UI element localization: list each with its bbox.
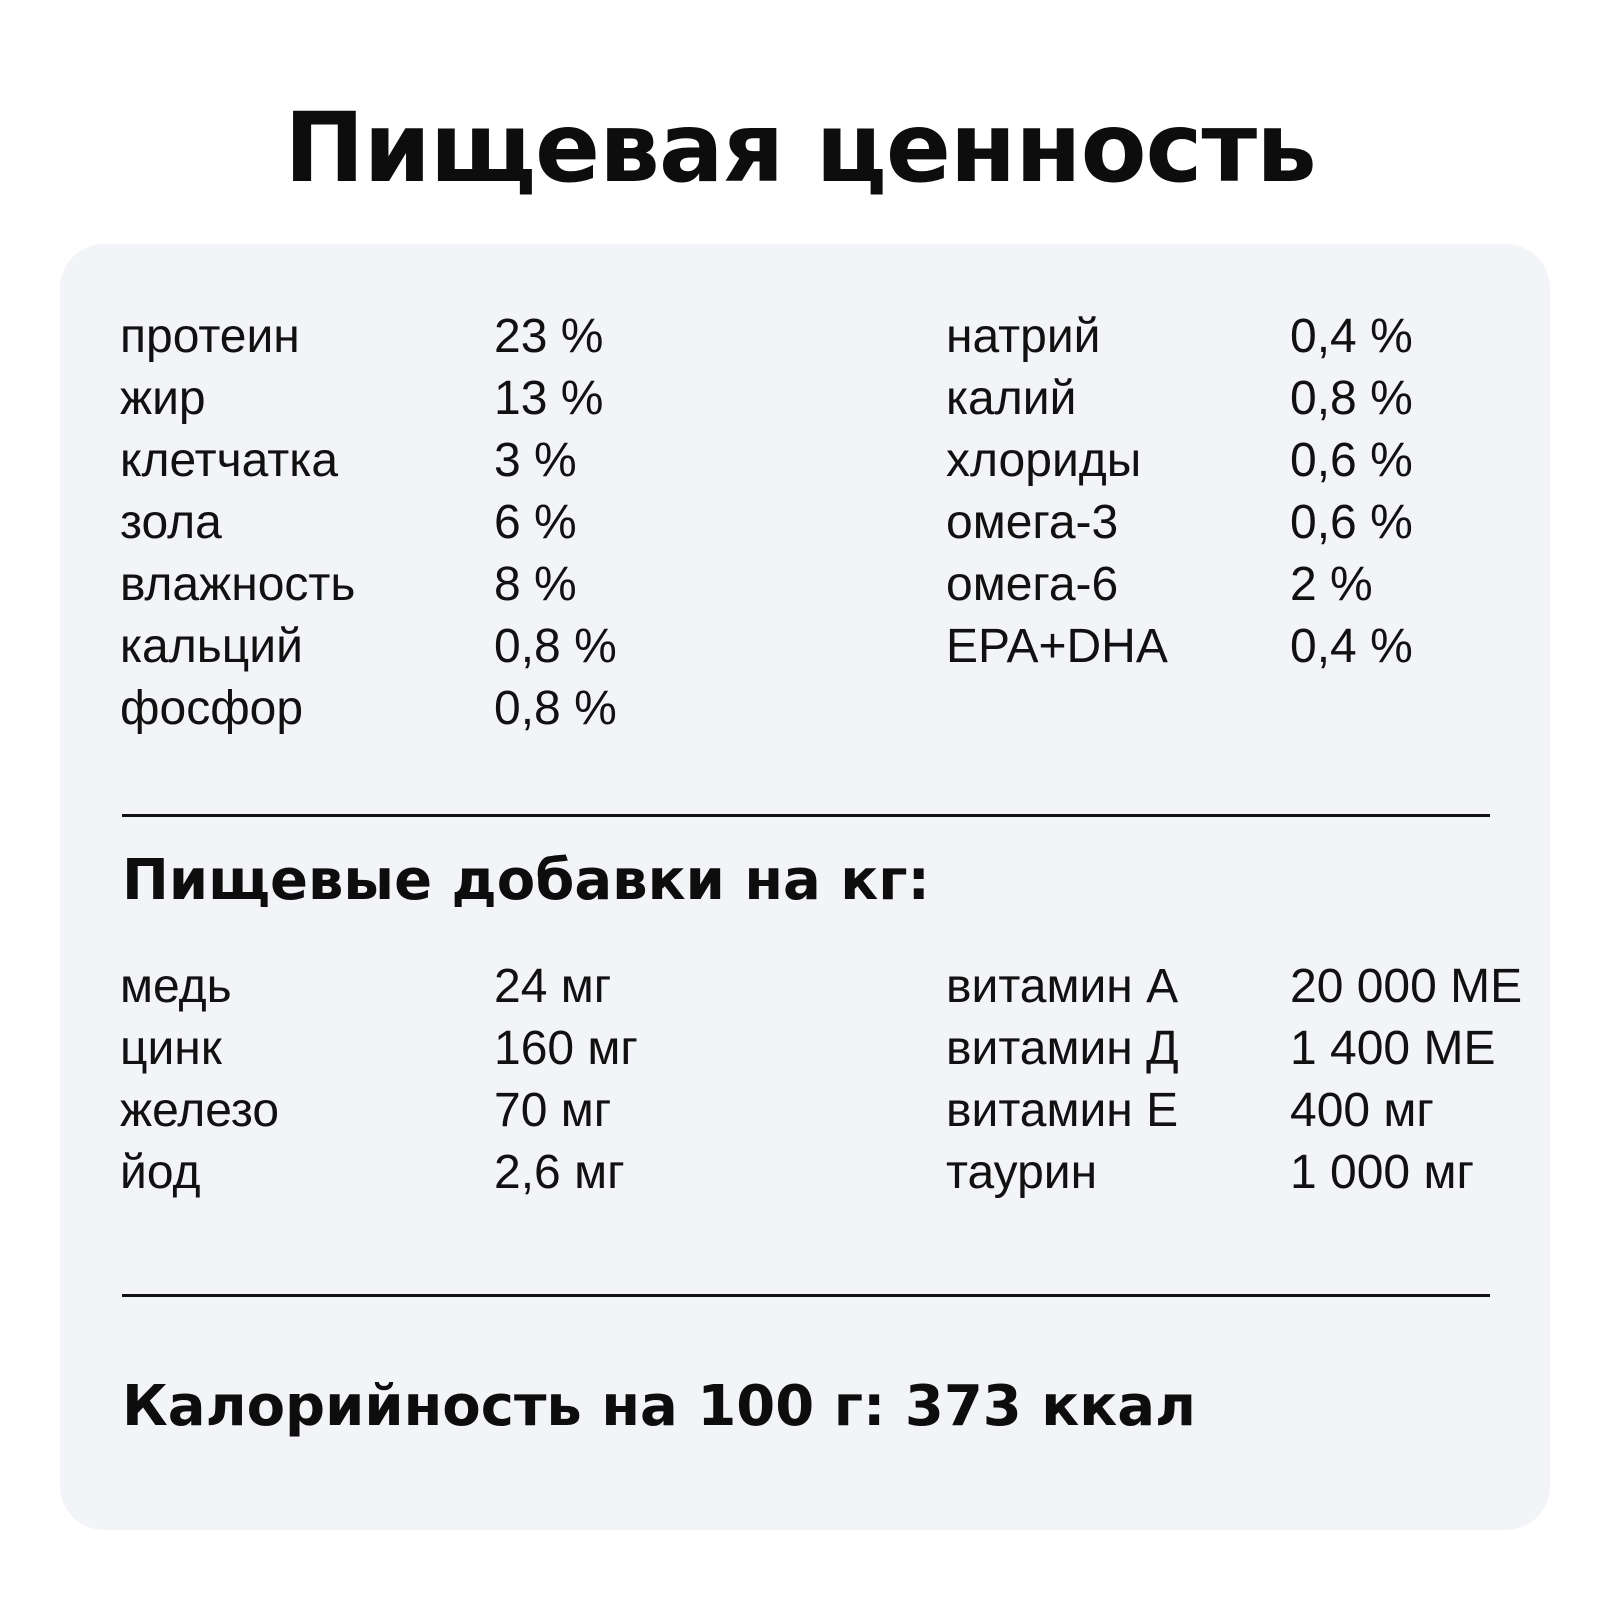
table-row bbox=[120, 306, 1520, 368]
nutrient-name: кальций bbox=[120, 620, 303, 673]
additive-name: витамин Е bbox=[946, 1084, 1179, 1137]
nutrient-value: 0,6 % bbox=[1290, 496, 1413, 549]
nutrient-name: жир bbox=[120, 372, 206, 425]
additive-value: 70 мг bbox=[494, 1084, 612, 1137]
nutrient-name: омега-3 bbox=[946, 496, 1119, 549]
table-row bbox=[120, 430, 1520, 492]
nutrient-name: зола bbox=[120, 496, 222, 549]
nutrient-name: влажность bbox=[120, 558, 356, 611]
nutrient-value: 0,4 % bbox=[1290, 310, 1413, 363]
page-title: Пищевая ценность bbox=[284, 92, 1316, 204]
nutrient-value: 2 % bbox=[1290, 558, 1373, 611]
additives-table bbox=[120, 956, 1523, 1204]
additive-value: 2,6 мг bbox=[494, 1146, 625, 1199]
additive-value: 400 мг bbox=[1290, 1084, 1434, 1137]
nutrient-value: 0,8 % bbox=[494, 620, 617, 673]
nutrient-value: 8 % bbox=[494, 558, 577, 611]
nutrient-name: хлориды bbox=[946, 434, 1142, 487]
table-row bbox=[120, 616, 1520, 678]
nutrient-name: омега-6 bbox=[946, 558, 1119, 611]
additive-name: таурин bbox=[946, 1146, 1098, 1199]
additive-value: 1 400 МЕ bbox=[1290, 1022, 1496, 1075]
nutrient-name: протеин bbox=[120, 310, 300, 363]
table-row bbox=[120, 1018, 1520, 1080]
section-divider bbox=[122, 814, 1490, 817]
table-row bbox=[120, 1142, 1520, 1204]
nutrient-value: 0,4 % bbox=[1290, 620, 1413, 673]
section-divider bbox=[122, 1294, 1490, 1297]
nutrient-value: 23 % bbox=[494, 310, 604, 363]
nutrient-value: 3 % bbox=[494, 434, 577, 487]
nutrient-name: EPA+DHA bbox=[946, 620, 1168, 673]
additive-name: йод bbox=[120, 1146, 201, 1199]
additive-name: витамин Д bbox=[946, 1022, 1179, 1075]
additive-name: медь bbox=[120, 960, 232, 1013]
additive-name: цинк bbox=[120, 1022, 222, 1075]
additive-value: 20 000 МЕ bbox=[1290, 960, 1523, 1013]
additive-name: витамин А bbox=[946, 960, 1179, 1013]
additive-value: 24 мг bbox=[494, 960, 612, 1013]
nutrient-name: фосфор bbox=[120, 682, 304, 735]
table-row bbox=[120, 554, 1520, 616]
nutrition-table bbox=[120, 306, 1520, 740]
nutrient-value: 6 % bbox=[494, 496, 577, 549]
table-row bbox=[120, 492, 1520, 554]
nutrient-value: 0,8 % bbox=[1290, 372, 1413, 425]
additive-value: 160 мг bbox=[494, 1022, 638, 1075]
table-row bbox=[120, 368, 1520, 430]
nutrient-name: натрий bbox=[946, 310, 1101, 363]
nutrient-name: калий bbox=[946, 372, 1077, 425]
nutrient-value: 13 % bbox=[494, 372, 604, 425]
additive-value: 1 000 мг bbox=[1290, 1146, 1474, 1199]
additives-heading: Пищевые добавки на кг: bbox=[122, 848, 930, 913]
table-row bbox=[120, 956, 1523, 1018]
table-row bbox=[120, 678, 1520, 740]
nutrition-card bbox=[60, 244, 1550, 1530]
nutrient-value: 0,6 % bbox=[1290, 434, 1413, 487]
calories-line: Калорийность на 100 г: 373 ккал bbox=[122, 1374, 1197, 1439]
nutrient-name: клетчатка bbox=[120, 434, 339, 487]
nutrient-value: 0,8 % bbox=[494, 682, 617, 735]
additive-name: железо bbox=[120, 1084, 280, 1137]
table-row bbox=[120, 1080, 1520, 1142]
